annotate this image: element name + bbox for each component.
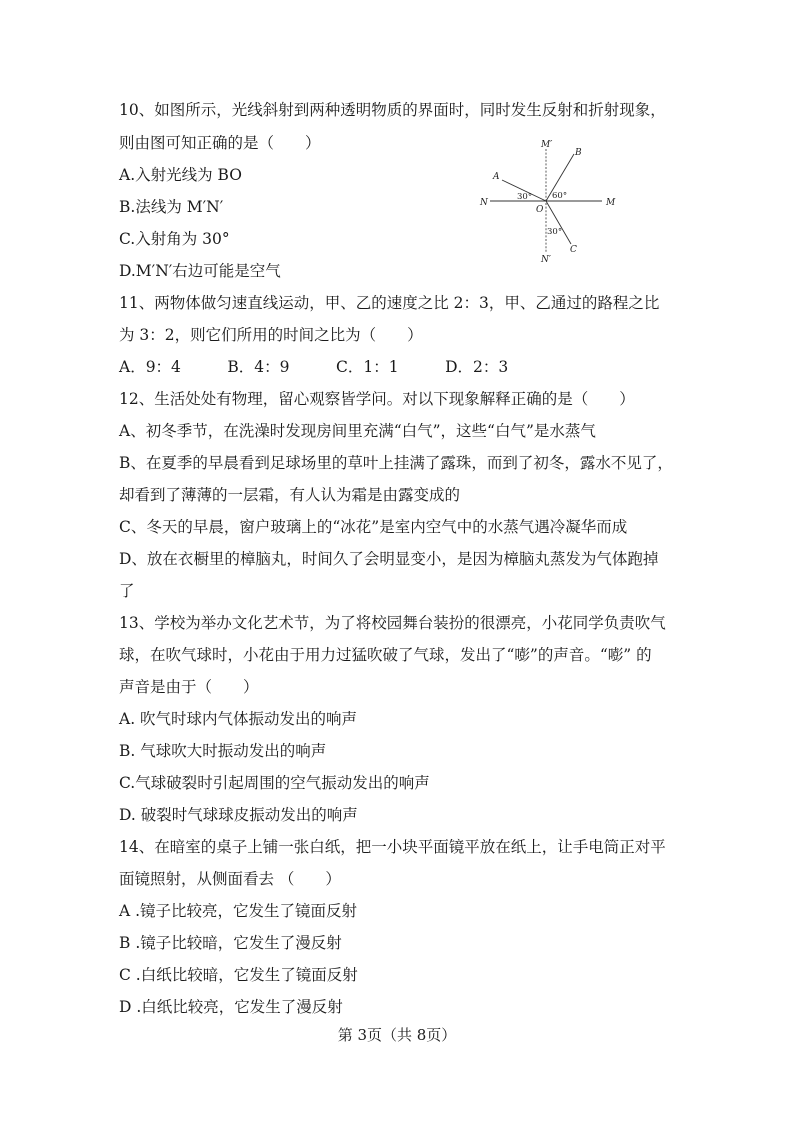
angle-label-right: 60° [552,191,568,201]
label-m-prime: M′ [541,140,553,150]
q10-option-a: A.入射光线为 BO [119,166,242,184]
angle-label-left: 30° [517,192,533,202]
label-a: A [493,172,500,182]
q14-option-b: B .镜子比较暗，它发生了漫反射 [119,934,342,952]
q13-option-b: B. 气球吹大时振动发出的响声 [119,742,327,760]
label-m: M [606,198,616,208]
q14-option-d: D .白纸比较亮，它发生了漫反射 [119,998,343,1016]
q14-stem-line2: 面镜照射，从侧面看去 （ ） [119,870,341,888]
q12-option-b-line1: B、在夏季的早晨看到足球场里的草叶上挂满了露珠，而到了初冬，露水不见了， [119,454,673,472]
q13-stem-line2: 球，在吹气球时，小花由于用力过猛吹破了气球，发出了“嘭”的声音。“嘭” 的 [119,646,652,664]
label-o: O [536,205,544,215]
label-n: N [480,198,488,208]
q11-options: A．9：4 B．4：9 C．1：1 D．2：3 [119,358,509,376]
angle-label-bottom: 30° [547,227,563,237]
q11-stem-line2: 为 3：2，则它们所用的时间之比为（ ） [119,326,423,344]
q12-option-d-line2: 了 [119,582,135,600]
q13-option-c: C.气球破裂时引起周围的空气振动发出的响声 [119,774,430,792]
q13-option-a: A. 吹气时球内气体振动发出的响声 [119,710,358,728]
q10-option-b: B.法线为 M′N′ [119,198,224,216]
q12-option-d-line1: D、放在衣橱里的樟脑丸，时间久了会明显变小，是因为樟脑丸蒸发为气体跑掉 [119,550,659,568]
q12-option-b-line2: 却看到了薄薄的一层霜，有人认为霜是由露变成的 [119,486,461,504]
q14-option-a: A .镜子比较亮，它发生了镜面反射 [119,902,358,920]
q12-option-c: C、冬天的早晨，窗户玻璃上的“冰花”是室内空气中的水蒸气遇冷凝华而成 [119,518,628,536]
page-number-footer: 第 3页（共 8页） [337,1026,457,1044]
q10-stem-line1: 10、如图所示，光线斜射到两种透明物质的界面时，同时发生反射和折射现象， [119,101,666,119]
q11-stem-line1: 11、两物体做匀速直线运动，甲、乙的速度之比 2：3，甲、乙通过的路程之比 [119,294,660,312]
q14-stem-line1: 14、在暗室的桌子上铺一张白纸，把一小块平面镜平放在纸上，让手电筒正对平 [119,838,666,856]
q14-option-c: C .白纸比较暗，它发生了镜面反射 [119,966,358,984]
q10-option-c: C.入射角为 30° [119,230,230,248]
ray-oc [546,201,571,244]
q10-option-d: D.M′N′右边可能是空气 [119,262,281,280]
q13-stem-line1: 13、学校为举办文化艺术节，为了将校园舞台装扮的很漂亮，小花同学负责吹气 [119,614,666,632]
label-b: B [575,148,582,158]
q12-stem: 12、生活处处有物理，留心观察皆学问。对以下现象解释正确的是（ ） [119,390,635,408]
q10-stem-line2: 则由图可知正确的是（ ） [119,134,321,152]
q13-stem-line3: 声音是由于（ ） [119,678,259,696]
q13-option-d: D. 破裂时气球球皮振动发出的响声 [119,806,358,824]
q10-reflection-refraction-diagram [470,135,630,270]
label-n-prime: N′ [541,255,551,265]
label-c: C [570,245,577,255]
q12-option-a: A、初冬季节，在洗澡时发现房间里充满“白气”，这些“白气”是水蒸气 [119,422,596,440]
